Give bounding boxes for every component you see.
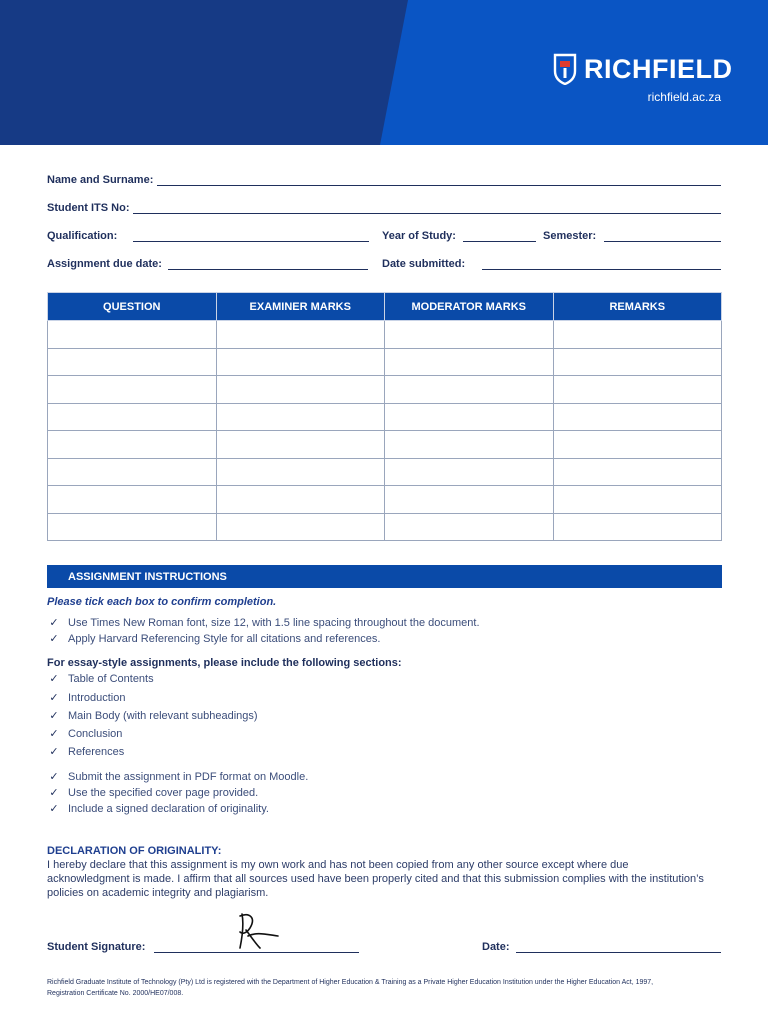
tick-icon: ✓ — [49, 787, 59, 799]
instructions-title-bar — [47, 565, 722, 588]
table-cell[interactable] — [553, 486, 722, 514]
table-cell[interactable] — [48, 403, 217, 431]
table-cell[interactable] — [216, 431, 385, 459]
essay-sections-heading: For essay-style assignments, please include the following sections: — [47, 657, 402, 669]
checklist-item-label: Table of Contents — [68, 673, 154, 685]
student-its-field[interactable] — [133, 201, 721, 214]
date-label: Date: — [482, 941, 510, 953]
checklist-item-label: Introduction — [68, 692, 126, 704]
checklist-item-label: Apply Harvard Referencing Style for all citations and references. — [68, 633, 381, 645]
qualification-label: Qualification: — [47, 230, 118, 242]
table-row — [48, 513, 722, 541]
semester-field[interactable] — [604, 229, 721, 242]
table-row — [48, 486, 722, 514]
marks-table — [47, 292, 722, 541]
declaration-title: DECLARATION OF ORIGINALITY: — [47, 845, 222, 857]
table-cell[interactable] — [553, 458, 722, 486]
website-url: richfield.ac.za — [647, 90, 721, 104]
table-cell[interactable] — [385, 513, 554, 541]
table-cell[interactable] — [385, 376, 554, 404]
year-of-study-label: Year of Study: — [382, 230, 456, 242]
year-of-study-field[interactable] — [463, 229, 536, 242]
tick-icon: ✓ — [49, 728, 59, 740]
table-cell[interactable] — [48, 376, 217, 404]
instructions-note: Please tick each box to confirm completion. — [47, 596, 277, 608]
qualification-field[interactable] — [133, 229, 369, 242]
table-cell[interactable] — [553, 431, 722, 459]
signature-row — [47, 940, 721, 954]
date-submitted-label: Date submitted: — [382, 258, 466, 270]
name-surname-field[interactable] — [157, 173, 721, 186]
question-header: QUESTION — [48, 293, 217, 321]
table-cell[interactable] — [48, 513, 217, 541]
table-cell[interactable] — [48, 348, 217, 376]
tick-icon: ✓ — [49, 746, 59, 758]
student-its-label: Student ITS No: — [47, 202, 130, 214]
table-cell[interactable] — [385, 486, 554, 514]
table-cell[interactable] — [216, 486, 385, 514]
table-cell[interactable] — [216, 513, 385, 541]
tick-icon: ✓ — [49, 803, 59, 815]
name-surname-label: Name and Surname: — [47, 174, 154, 186]
remarks-header: REMARKS — [553, 293, 722, 321]
due-date-field[interactable] — [168, 257, 368, 270]
table-cell[interactable] — [553, 513, 722, 541]
table-cell[interactable] — [385, 348, 554, 376]
due-date-label: Assignment due date: — [47, 258, 162, 270]
tick-icon: ✓ — [49, 771, 59, 783]
table-cell[interactable] — [385, 458, 554, 486]
table-cell[interactable] — [216, 376, 385, 404]
checklist-item-label: References — [68, 746, 125, 758]
marks-table-header — [48, 293, 722, 321]
table-cell[interactable] — [553, 376, 722, 404]
qualification-row — [47, 229, 721, 243]
checklist-item-label: Use the specified cover page provided. — [68, 787, 259, 799]
checklist-item-label: Submit the assignment in PDF format on Moodle. — [68, 771, 309, 783]
due-date-row — [47, 257, 721, 271]
instructions-title: ASSIGNMENT INSTRUCTIONS — [68, 571, 227, 583]
handwritten-signature — [234, 910, 284, 952]
table-cell[interactable] — [385, 321, 554, 349]
tick-icon: ✓ — [49, 617, 59, 629]
footer-registration-note: Richfield Graduate Institute of Technology (Pty) Ltd is registered with the Department of Higher Education & Training as a Private Higher Education Institution under the Higher Education Act, 1997, Registration Certificate No. 2000/HE07/008. — [47, 979, 654, 997]
logo-wordmark: RICHFIELD — [584, 54, 733, 84]
table-cell[interactable] — [216, 348, 385, 376]
table-cell[interactable] — [385, 403, 554, 431]
table-cell[interactable] — [385, 431, 554, 459]
table-row — [48, 348, 722, 376]
date-submitted-field[interactable] — [482, 257, 721, 270]
shield-icon — [553, 53, 577, 85]
table-cell[interactable] — [48, 458, 217, 486]
table-cell[interactable] — [48, 431, 217, 459]
semester-label: Semester: — [543, 230, 597, 242]
table-cell[interactable] — [48, 321, 217, 349]
table-row — [48, 403, 722, 431]
table-row — [48, 458, 722, 486]
student-its-row — [47, 201, 721, 215]
examiner-marks-header: EXAMINER MARKS — [216, 293, 385, 321]
page-header — [0, 0, 768, 145]
date-field[interactable] — [516, 940, 721, 953]
table-cell[interactable] — [553, 348, 722, 376]
table-cell[interactable] — [216, 403, 385, 431]
table-cell[interactable] — [553, 321, 722, 349]
table-cell[interactable] — [553, 403, 722, 431]
tick-icon: ✓ — [49, 710, 59, 722]
checklist-item-label: Use Times New Roman font, size 12, with 1.5 line spacing throughout the document. — [68, 617, 480, 629]
table-row — [48, 431, 722, 459]
tick-icon: ✓ — [49, 692, 59, 704]
checklist-item-label: Include a signed declaration of originality. — [68, 803, 269, 815]
declaration-body: I hereby declare that this assignment is my own work and has not been copied from any other source except where due acknowledgment is made. I affirm that all sources used have been properly cited and that this submission complies with the institution’s policies on academic integrity and plagiarism. — [47, 859, 704, 899]
richfield-logo — [553, 52, 733, 86]
tick-icon: ✓ — [49, 673, 59, 685]
moderator-marks-header: MODERATOR MARKS — [385, 293, 554, 321]
table-cell[interactable] — [216, 458, 385, 486]
table-cell[interactable] — [48, 486, 217, 514]
checklist-item-label: Main Body (with relevant subheadings) — [68, 710, 258, 722]
table-row — [48, 321, 722, 349]
checklist-item-label: Conclusion — [68, 728, 123, 740]
name-surname-row — [47, 173, 721, 187]
table-cell[interactable] — [216, 321, 385, 349]
table-row — [48, 376, 722, 404]
student-signature-label: Student Signature: — [47, 941, 146, 953]
tick-icon: ✓ — [49, 633, 59, 645]
